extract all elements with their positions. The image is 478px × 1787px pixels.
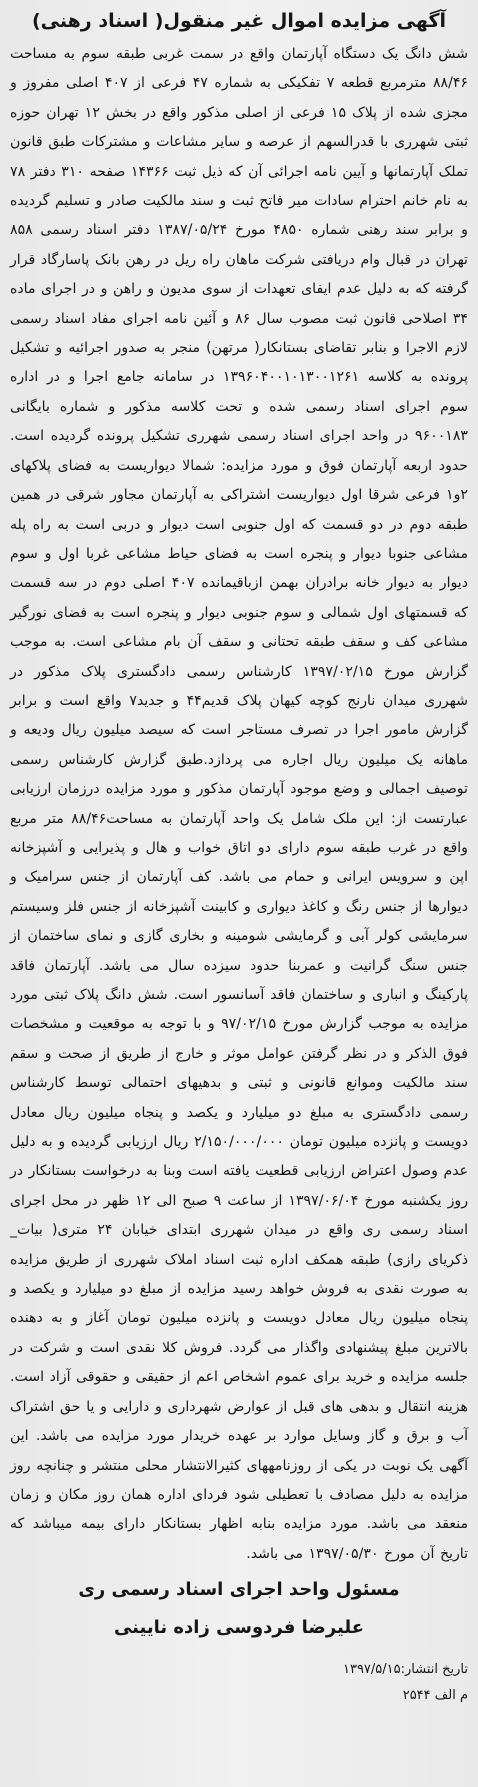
publish-date: تاریخ انتشار:۱۳۹۷/۵/۱۵ xyxy=(342,1662,468,1678)
notice-title: آگهی مزایده اموال غیر منقول( اسناد رهنی) xyxy=(31,10,447,32)
signature-name: علیرضا فردوسی زاده نایینی xyxy=(113,1617,365,1639)
notice-footer xyxy=(10,1657,468,1709)
reference-number: م الف ۲۵۴۴ xyxy=(402,1688,468,1704)
signature-title: مسئول واحد اجرای اسناد رسمی ری xyxy=(78,1579,400,1601)
notice-body: شش دانگ یک دستگاه آپارتمان واقع در سمت غربی طبقه سوم به مساحت ۸۸/۴۶ مترمربع قطعه ۷ تفکیکی به شماره ۴۷ فرعی از ۴۰۷ اصلی مفروز و مجزی شده از پلاک ۱۵ فرعی از اصلی مذکور واقع در بخش ۱۲ تهران حوزه ثبتی شهرری با قدرالسهم از عرصه و سایر مشاعات و مشترکات طبق قانون تملک آپارتمانها و آیین نامه اجرائی آن که ذیل ثبت ۱۴۳۶۶ صفحه ۳۱۰ دفتر ۷۸ به نام خانم احترام سادات میر فاتح ثبت و سند مالکیت صادر و تسلیم گردیده و برابر سند رهنی شماره ۴۸۵۰ مورخ ۱۳۸۷/۰۵/۲۴ دفتر اسناد رسمی ۸۵۸ تهران در قبال وام دریافتی شرکت ماهان راه ریل در رهن بانک پاسارگاد قرار گرفته که به دلیل عدم ایفای تعهدات از سوی مدیون و راهن و در اجرای ماده ۳۴ اصلاحی قانون ثبت مصوب سال ۸۶ و آئین نامه اجرای مفاد اسناد رسمی لازم الاجرا و بنابر تقاضای بستانکار( مرتهن) منجر به صدور اجرائیه و تشکیل پرونده به کلاسه ۱۳۹۶۰۴۰۰۱۰۱۳۰۰۱۲۶۱ در سامانه جامع اجرا و در اداره سوم اجرای اسناد رسمی شده و تحت کلاسه مذکور و شماره بایگانی ۹۶۰۰۱۸۳ در واحد اجرای اسناد رسمی شهرری تشکیل پرونده گردیده است. حدود اربعه آپارتمان فوق و مورد مزایده: شمالا دیواریست به فضای پلاکهای ۲و۱ فرعی شرقا اول دیواریست اشتراکی به آپارتمان مجاور شرقی در همین طبقه دوم در دو قسمت که اول جنوبی است دیوار و دربی است به راه پله مشاعی جنوبا دیوار و پنجره است به فضای حیاط مشاعی غربا اول و سوم دیوار به دیوار خانه برادران بهمن ازباقیمانده ۴۰۷ اصلی دوم در سه قسمت که قسمتهای اول شمالی و سوم جنوبی دیوار و پنجره است به فضای نورگیر مشاعی کف و سقف طبقه تحتانی و سقف آن بام مشاعی است. به موجب گزارش مورخ ۱۳۹۷/۰۲/۱۵ کارشناس رسمی دادگستری پلاک مذکور در شهرری میدان نارنج کوچه کیهان پلاک قدیم۴۴ و جدید۷ واقع است و برابر گزارش مامور اجرا در تصرف مستاجر است که سیصد میلیون ریال ودیعه و ماهانه یک میلیون ریال اجاره می پردازد.طبق گزارش کارشناس رسمی توصیف اجمالی و وضع موجود آپارتمان مذکور و مورد مزایده درزمان ارزیابی عبارتست از: این ملک شامل یک واحد آپارتمان به مساحت۸۸/۴۶ متر مربع واقع در غرب طبقه سوم دارای دو اتاق خواب و هال و پذیرایی و آشپزخانه اپن و سرویس ایرانی و حمام می باشد. کف آپارتمان از جنس سرامیک و دیوارها از جنس رنگ و کاغذ دیواری و کابینت آشپزخانه از جنس فلز وسیستم سرمایشی کولر آبی و گرمایشی شومینه و بخاری گازی و نمای ساختمان از جنس سنگ گرانیت و عمربنا حدود سیزده سال می باشد. آپارتمان فاقد پارکینگ و انباری و ساختمان فاقد آسانسور است. شش دانگ پلاک ثبتی مورد مزایده به موجب گزارش مورخ ۹۷/۰۲/۱۵ و با توجه به موقعیت و مشخصات فوق الذکر و در نظر گرفتن عوامل موثر و خارج از طریق از صحت و سقم سند مالکیت وموانع قانونی و ثبتی و بدهیهای احتمالی توسط کارشناس رسمی دادگستری به مبلغ دو میلیارد و یکصد و پنجاه میلیون ریال معادل دویست و پانزده میلیون تومان ۲/۱۵۰/۰۰۰/۰۰۰ ریال ارزیابی گردیده و به دلیل عدم وصول اعتراض ارزیابی قطعیت یافته است وبنا به درخواست بستانکار در روز یکشنبه مورخ ۱۳۹۷/۰۶/۰۴ از ساعت ۹ صبح الی ۱۲ ظهر در محل اجرای اسناد رسمی ری واقع در میدان شهرری ابتدای خیابان ۲۴ متری( بیات_ ذکریای رازی) طبقه همکف اداره ثبت اسناد املاک شهرری از طریق مزایده به صورت نقدی به فروش خواهد رسید مزایده از مبلغ دو میلیارد و یکصد و پنجاه میلیون ریال معادل دویست و پانزده میلیون تومان آغاز و به دهنده بالاترین مبلغ پیشنهادی واگذار می گردد. فروش کلا نقدی است و شرکت در جلسه مزایده و خرید برای عموم اشخاص اعم از حقیقی و حقوقی آزاد است. هزینه انتقال و بدهی های قبل از عوارض شهرداری و دارایی و یا حق اشتراک آب و برق و گاز وسایل موارد بر عهده خریدار مورد مزایده می باشد. این آگهی یک نوبت در یکی از روزنامههای کثیرالانتشار محلی منتشر و چنانچه روز مزایده به دلیل مصادف با تعطیلی شود فردای اداره همان روز مکان و زمان منعقد می باشد. مورد مزایده بنابه اظهار بستانکار دارای بیمه میباشد که تاریخ آن مورخ ۱۳۹۷/۰۵/۳۰ می باشد. xyxy=(10,46,469,1562)
